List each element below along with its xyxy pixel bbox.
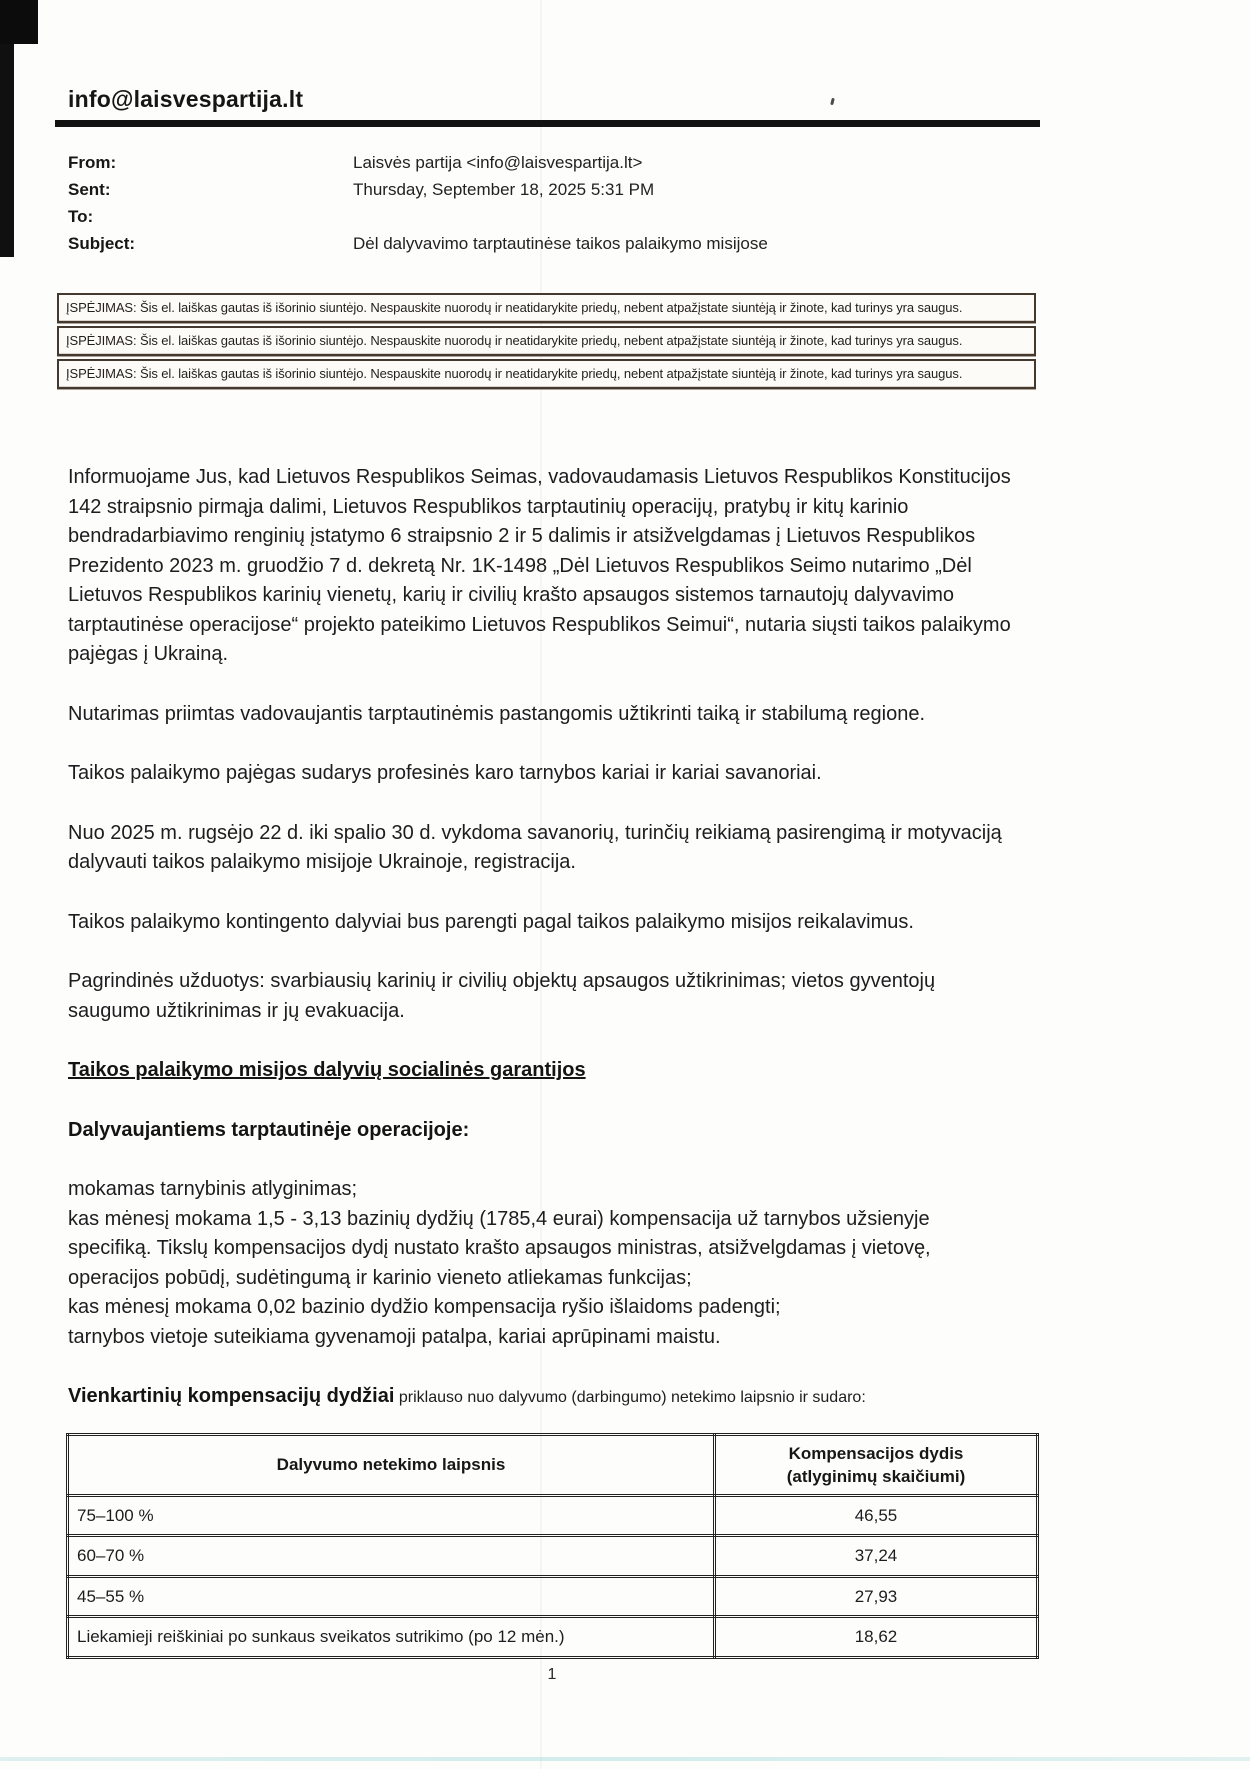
email-meta-block	[68, 149, 1020, 257]
meta-row-from	[68, 149, 1020, 176]
benefit-line: tarnybos vietoje suteikiama gyvenamoji patalpa, kariai aprūpinami maistu.	[68, 1325, 721, 1348]
degree-cell: 60–70 %	[68, 1536, 715, 1577]
section-heading-social-guarantees: Taikos palaikymo misijos dalyvių socialinės garantijos	[68, 1059, 586, 1081]
scan-bottom-edge	[0, 1757, 1250, 1761]
meta-row-to	[68, 203, 1020, 230]
document-page	[68, 86, 1020, 1659]
subject-label: Subject:	[68, 234, 136, 253]
to-label: To:	[68, 207, 94, 226]
degree-cell: 45–55 %	[68, 1576, 715, 1617]
compensation-table	[66, 1433, 1039, 1659]
page-number: 1	[547, 1666, 557, 1683]
table-row	[68, 1536, 1038, 1577]
table-row	[68, 1617, 1038, 1658]
degree-cell: Liekamieji reiškiniai po sunkaus sveikatos sutrikimo (po 12 mėn.)	[68, 1617, 715, 1658]
table-header-amount-line1: Kompensacijos dydis	[788, 1443, 964, 1463]
from-value: Laisvės partija <info@laisvespartija.lt>	[353, 153, 643, 172]
scan-corner-black	[0, 0, 38, 44]
sent-label: Sent:	[68, 180, 111, 199]
compensation-heading	[68, 1382, 1013, 1413]
compensation-heading-rest: priklauso nuo dalyvumo (darbingumo) netekimo laipsnio ir sudaro:	[394, 1389, 866, 1406]
meta-row-subject	[68, 230, 1020, 257]
degree-cell: 75–100 %	[68, 1495, 715, 1536]
amount-cell: 27,93	[715, 1576, 1038, 1617]
amount-cell: 37,24	[715, 1536, 1038, 1577]
body-paragraph: Pagrindinės užduotys: svarbiausių karinių ir civilių objektų apsaugos užtikrinimas; vietos gyventojų saugumo užtikrinimas ir jų evakuacija.	[68, 970, 936, 1022]
from-label: From:	[68, 153, 117, 172]
body-paragraph: Informuojame Jus, kad Lietuvos Respublikos Seimas, vadovaudamasis Lietuvos Respublikos Konstitucijos 142 straipsnio pirmąja dalimi, Lietuvos Respublikos tarptautinių operacijų, pratybų ir kitų karinio bendradarbiavimo renginių įstatymo 6 straipsnio 2 ir 5 dalimis ir atsižvelgdamas į Lietuvos Respublikos Prezidento 2023 m. gruodžio 7 d. dekretą Nr. 1K-1498 „Dėl Lietuvos Respublikos Seimo nutarimo „Dėl Lietuvos Respublikos karinių vienetų, karių ir civilių krašto apsaugos sistemos tarnautojų dalyvavimo tarptautinėse operacijose“ projekto pateikimo Lietuvos Respublikos Seimui“, nutaria siųsti taikos palaikymo pajėgas į Ukrainą.	[68, 466, 1011, 665]
body-paragraph: Taikos palaikymo pajėgas sudarys profesinės karo tarnybos kariai ir kariai savanoriai.	[68, 762, 822, 784]
table-header-amount-line2: (atlyginimų skaičiumi)	[786, 1466, 966, 1486]
table-row	[68, 1576, 1038, 1617]
benefit-line: kas mėnesį mokama 0,02 bazinio dydžio kompensacija ryšio išlaidoms padengti;	[68, 1296, 781, 1318]
compensation-table-wrap	[66, 1433, 1036, 1659]
benefits-list	[68, 1175, 1013, 1352]
table-header-degree: Dalyvumo netekimo laipsnis	[68, 1434, 715, 1495]
sub-heading-participants: Dalyvaujantiems tarptautinėje operacijoje:	[68, 1118, 470, 1141]
external-warning-banner: ĮSPĖJIMAS: Šis el. laiškas gautas iš išorinio siuntėjo. Nespauskite nuorodų ir neatidarykite priedų, nebent atpažįstate siuntėją ir žinote, kad turinys yra saugus.	[57, 359, 1036, 389]
table-row	[68, 1495, 1038, 1536]
external-sender-warnings	[57, 293, 1036, 389]
external-warning-banner: ĮSPĖJIMAS: Šis el. laiškas gautas iš išorinio siuntėjo. Nespauskite nuorodų ir neatidarykite priedų, nebent atpažįstate siuntėją ir žinote, kad turinys yra saugus.	[57, 326, 1036, 356]
table-header-amount	[715, 1434, 1038, 1495]
body-paragraph: Taikos palaikymo kontingento dalyviai bus parengti pagal taikos palaikymo misijos reikalavimus.	[68, 910, 914, 933]
compensation-heading-bold: Vienkartinių kompensacijų dydžiai	[68, 1385, 395, 1407]
external-warning-banner: ĮSPĖJIMAS: Šis el. laiškas gautas iš išorinio siuntėjo. Nespauskite nuorodų ir neatidarykite priedų, nebent atpažįstate siuntėją ir žinote, kad turinys yra saugus.	[57, 293, 1036, 323]
amount-cell: 18,62	[715, 1617, 1038, 1658]
body-paragraph: Nutarimas priimtas vadovaujantis tarptautinėmis pastangomis užtikrinti taiką ir stabilumą regione.	[68, 702, 926, 725]
amount-cell: 46,55	[715, 1495, 1038, 1536]
benefit-line: kas mėnesį mokama 1,5 - 3,13 bazinių dydžių (1785,4 eurai) kompensacija už tarnybos užsienyje specifiką. Tikslų kompensacijos dydį nustato krašto apsaugos ministras, atsižvelgdamas į vietovę, operacijos pobūdį, sudėtingumą ir karinio vieneto atliekamas funkcijas;	[68, 1207, 931, 1289]
sent-value: Thursday, September 18, 2025 5:31 PM	[353, 180, 655, 199]
email-account-title: info@laisvespartija.lt	[68, 86, 304, 112]
email-body	[68, 463, 1013, 1659]
title-rule	[55, 120, 1040, 127]
benefit-line: mokamas tarnybinis atlyginimas;	[68, 1178, 357, 1200]
body-paragraph: Nuo 2025 m. rugsėjo 22 d. iki spalio 30 d. vykdoma savanorių, turinčių reikiamą pasirengimą ir motyvaciją dalyvauti taikos palaikymo misijoje Ukrainoje, registracija.	[68, 821, 1002, 873]
meta-row-sent	[68, 176, 1020, 203]
table-header-row	[68, 1434, 1038, 1495]
subject-value: Dėl dalyvavimo tarptautinėse taikos palaikymo misijose	[353, 234, 768, 253]
